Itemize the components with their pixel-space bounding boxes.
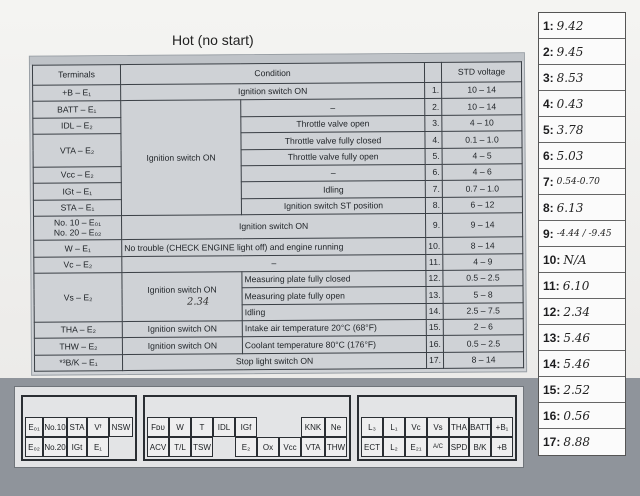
pin-no20: No.20 xyxy=(43,437,67,457)
reading-row: 6: 5.03 xyxy=(539,143,625,169)
term-no10: No. 10 – E₀₁ xyxy=(53,216,102,228)
table-row: No. 10 – E₀₁ No. 20 – E₀₂ Ignition switch ON 9. 9 – 14 xyxy=(34,213,523,240)
vs-ign-switch-on: Ignition switch ON xyxy=(147,284,217,295)
header-std: STD voltage xyxy=(441,62,521,83)
table-row: THA – E₂ Ignition switch ON Intake air temperature 20°C (68°F) 15. 2 – 6 xyxy=(34,319,523,339)
pin-bk: B/K xyxy=(469,437,491,457)
reading-row: 8: 6.13 xyxy=(539,195,625,221)
header-num xyxy=(424,62,441,82)
pin-t: T xyxy=(191,417,213,437)
reading-row: 12: 2.34 xyxy=(539,299,625,325)
pin-igf: IGf xyxy=(235,417,257,437)
table-row: IDL – E₂ Throttle valve open 3. 4 – 10 xyxy=(33,115,522,135)
pin-l2: L₂ xyxy=(383,437,405,457)
pin-ne: Ne xyxy=(325,417,347,437)
pin-igt: IGt xyxy=(67,437,87,457)
reading-row: 10: N/A xyxy=(539,247,625,273)
pin-sta: STA xyxy=(67,417,87,437)
term-no20: No. 20 – E₀₂ xyxy=(53,226,102,238)
pin-fdu: Fᴅᴜ xyxy=(147,417,169,437)
measured-readings-list xyxy=(538,12,626,456)
connector-pins xyxy=(21,395,517,461)
reading-row: 15: 2.52 xyxy=(539,377,625,403)
table-row: STA – E₁ Ignition switch ST position 8. 6 – 12 xyxy=(33,197,522,217)
photocopy-page xyxy=(29,52,527,375)
pin-nsw: NSW xyxy=(109,417,133,437)
pin-vf: Vᶠ xyxy=(87,417,109,437)
pin-vc: Vc xyxy=(405,417,427,437)
pin-e01: E₀₁ xyxy=(25,417,43,437)
pin-b1: +B₁ xyxy=(491,417,513,437)
pin-e2: E₂ xyxy=(235,437,257,457)
reading-row: 7: 0.54-0.70 xyxy=(539,169,625,195)
pin-no10: No.10 xyxy=(43,417,67,437)
table-row: Idling 14. 2.5 – 7.5 xyxy=(34,302,523,322)
group-ign-switch-on: Ignition switch ON xyxy=(121,100,242,216)
pin-e02: E₀₂ xyxy=(25,437,43,457)
pin-vcc: Vcc xyxy=(279,437,301,457)
pin-w: W xyxy=(169,417,191,437)
pin-knk: KNK xyxy=(301,417,325,437)
pin-e21: E₂₁ xyxy=(405,437,427,457)
pin-vta: VTA xyxy=(301,437,325,457)
page-caption: Hot (no start) xyxy=(172,32,254,48)
pin-plus-b: +B xyxy=(491,437,513,457)
pin-tsw: TSW xyxy=(191,437,213,457)
header-terminals: Terminals xyxy=(32,65,120,86)
table-row: *³B/K – E₁ Stop light switch ON 17. 8 – 14 xyxy=(34,352,523,372)
pin-l1: L₁ xyxy=(383,417,405,437)
reading-row: 11: 6.10 xyxy=(539,273,625,299)
pin-vs: Vs xyxy=(427,417,449,437)
pin-ox: Ox xyxy=(257,437,279,457)
reading-row: 17: 8.88 xyxy=(543,435,591,449)
pin-thw: THW xyxy=(325,437,347,457)
pin-acv: ACV xyxy=(147,437,169,457)
table-row: Throttle valve fully open 5. 4 – 5 xyxy=(33,147,522,167)
reading-row: 5: 3.78 xyxy=(539,117,625,143)
reading-row: 3: 8.53 xyxy=(539,65,625,91)
reading-row: 13: 5.46 xyxy=(539,325,625,351)
pin-tl: T/L xyxy=(169,437,191,457)
reading-row: 1: 9.42 xyxy=(539,13,625,39)
table-row: Vs – E₂ Ignition switch ON 2.34 Measuring plate fully closed 12. 0.5 – 2.5 xyxy=(34,270,523,290)
pin-ect: ECT xyxy=(361,437,383,457)
table-row: +B – E₁ Ignition switch ON 1. 10 – 14 xyxy=(33,82,522,102)
table-row: W – E₁ No trouble (CHECK ENGINE light off) and engine running 10. 8 – 14 xyxy=(34,237,523,257)
pin-ac: A/C xyxy=(427,437,449,457)
pin-batt: BATT xyxy=(469,417,491,437)
table-row: IGt – E₁ Idling 7. 0.7 – 1.0 xyxy=(33,180,522,200)
thw-ign-switch-on: Ignition switch ON xyxy=(122,337,242,354)
table-row: Vcc – E₂ – 6. 4 – 6 xyxy=(33,164,522,184)
header-condition: Condition xyxy=(120,62,424,84)
table-row: Vc – E₂ – 11. 4 – 9 xyxy=(34,253,523,273)
ecu-connector-diagram xyxy=(14,386,524,468)
reading-row: 9: -4.44 / -9.45 xyxy=(539,221,625,247)
reading-row: 16: 0.56 xyxy=(539,403,625,429)
reading-row: 4: 0.43 xyxy=(539,91,625,117)
table-row: Measuring plate fully open 13. 5 – 8 xyxy=(34,286,523,306)
table-row: BATT – E₁ Ignition switch ON – 2. 10 – 14 xyxy=(33,98,522,118)
table-row: VTA – E₂ Throttle valve fully closed 4. 0.1 – 1.0 xyxy=(33,131,522,151)
pin-tha: THA xyxy=(449,417,469,437)
pin-l3: L₃ xyxy=(361,417,383,437)
reading-row: 2: 9.45 xyxy=(539,39,625,65)
pin-idl: IDL xyxy=(213,417,235,437)
reading-row: 14: 5.46 xyxy=(539,351,625,377)
table-row: THW – E₂ Ignition switch ON Coolant temperature 80°C (176°F) 16. 0.5 – 2.5 xyxy=(34,335,523,355)
tha-ign-switch-on: Ignition switch ON xyxy=(122,321,242,338)
pin-spd: SPD xyxy=(449,437,469,457)
pin-e1: E₁ xyxy=(87,437,109,457)
handwritten-vs-value: 2.34 xyxy=(186,296,210,308)
voltage-spec-table xyxy=(32,61,524,372)
